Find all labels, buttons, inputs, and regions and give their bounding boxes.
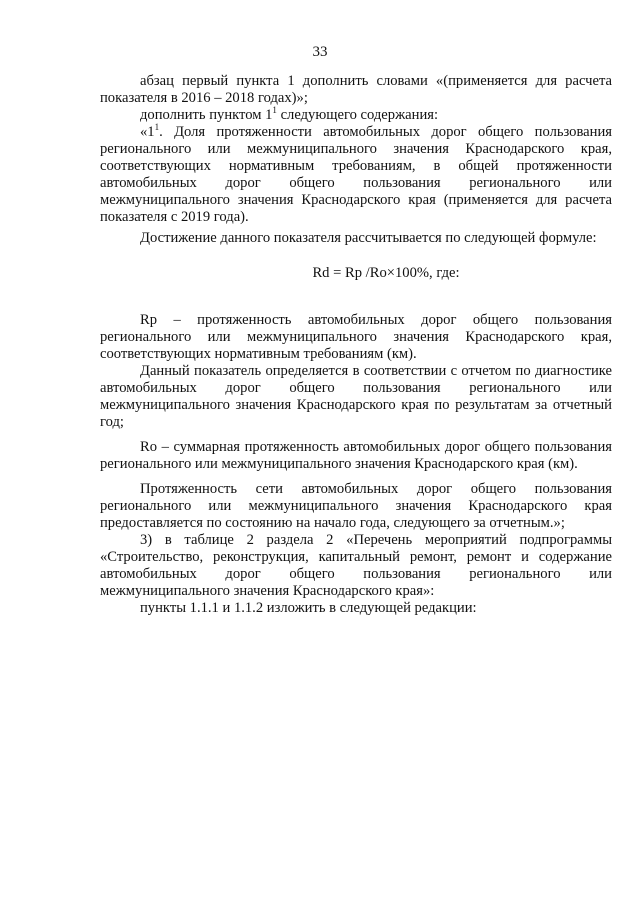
paragraph-amend-item-1: абзац первый пункта 1 дополнить словами «(применяется для расчета показателя в 2016 – 2018 годах)»;: [100, 73, 612, 106]
formula: Rd = Rp /Ro×100%, где:: [312, 265, 460, 281]
superscript-1b: 1: [154, 122, 160, 133]
paragraph-rp-source: Данный показатель определяется в соответствии с отчетом по диагностике автомобильных дорог общего пользования регионального или межмуниципального значения Краснодарского края по результатам за отчетный год;: [100, 363, 612, 430]
indicator-definition-prefix: «1: [140, 124, 155, 140]
superscript-1: 1: [272, 105, 277, 116]
paragraph-rp-definition: Rp – протяженность автомобильных дорог общего пользования регионального или межмуниципального значения Краснодарского края, соответствующих нормативным требованиям (км).: [100, 312, 612, 362]
paragraph-add-item-text-after: следующего содержания:: [276, 107, 439, 123]
paragraph-add-item-text-before: дополнить пунктом 1: [140, 107, 273, 123]
paragraph-items-restate: пункты 1.1.1 и 1.1.2 изложить в следующей редакции:: [140, 600, 477, 616]
paragraph-add-item: [100, 107, 612, 124]
paragraph-formula-intro: Достижение данного показателя рассчитывается по следующей формуле:: [140, 230, 597, 246]
paragraph-ro-definition: Ro – суммарная протяженность автомобильных дорог общего пользования регионального или межмуниципального значения Краснодарского края (км).: [100, 439, 612, 472]
paragraph-table-2-amend: 3) в таблице 2 раздела 2 «Перечень мероприятий подпрограммы «Строительство, реконструкция, капитальный ремонт, ремонт и содержание автомобильных дорог общего пользования регионального или межмуниципального значения Краснодарского края»:: [100, 532, 612, 599]
paragraph-network-length: Протяженность сети автомобильных дорог общего пользования регионального или межмуниципального значения Краснодарского края предоставляется по состоянию на начало года, следующего за отчетным.»;: [100, 481, 612, 531]
page-number: 33: [312, 44, 328, 60]
paragraph-indicator-definition: [100, 124, 612, 226]
document-body: [100, 73, 612, 617]
indicator-definition-text: . Доля протяженности автомобильных дорог общего пользования регионального или межмуниципального значения Краснодарского края, соответствующих нормативным требованиям, в общей протяженности автомобильных дорог общего пользования регионального или межмуниципального значения Краснодарского края (применяется для расчета показателя с 2019 года).: [100, 124, 612, 225]
